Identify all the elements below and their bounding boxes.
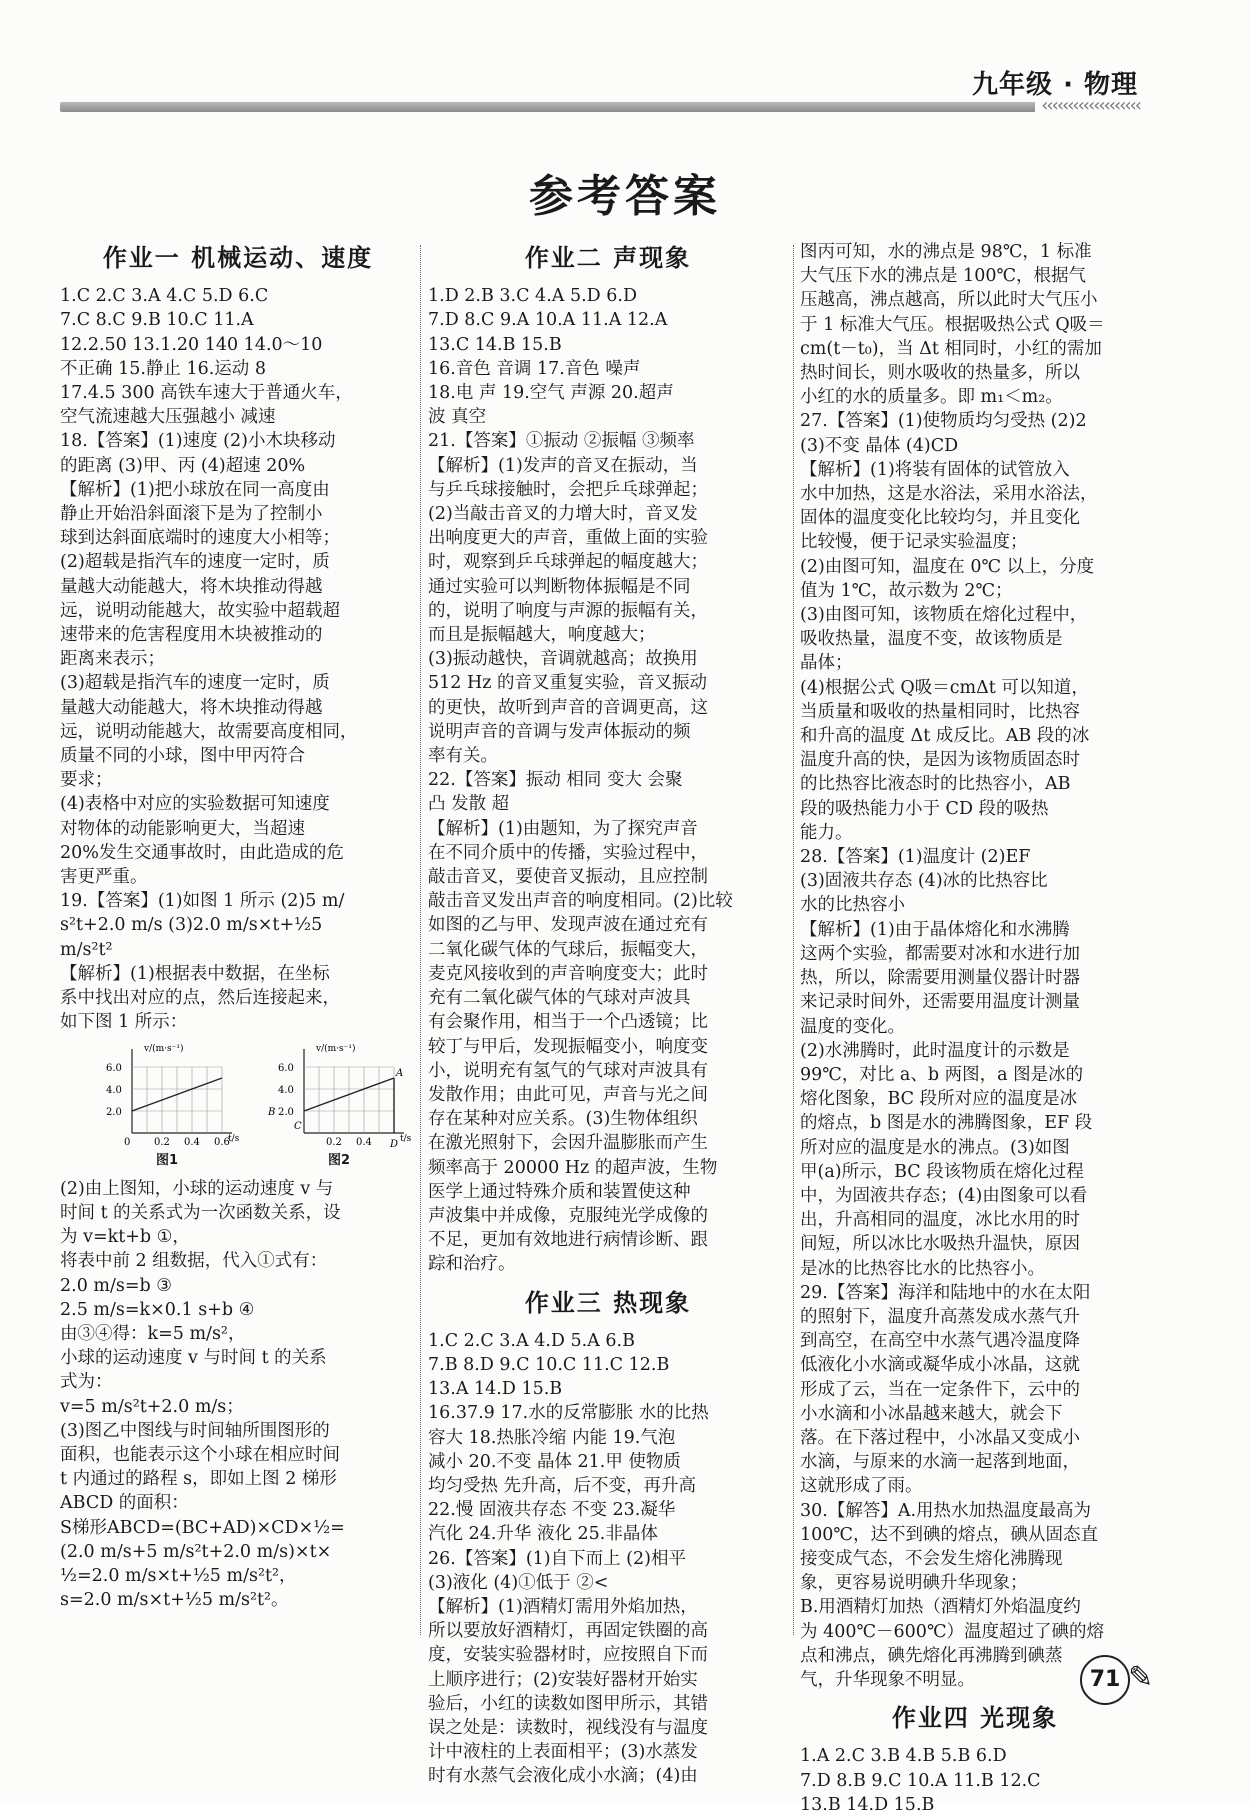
text-line: 远，说明动能越大，故实验中超载超 bbox=[60, 600, 340, 621]
text-line: 波 真空 bbox=[428, 407, 487, 428]
x-tick: 0.2 bbox=[154, 1136, 170, 1148]
text-line: 敲击音叉，要使音叉振动，且应控制 bbox=[428, 867, 708, 888]
text-line: 不足，更加有效地进行病情诊断、跟 bbox=[428, 1230, 708, 1251]
text-line: 热时间长，则水吸收的热量多，所以 bbox=[800, 363, 1080, 384]
text-line: 的照射下，温度升高蒸发成水蒸气升 bbox=[800, 1306, 1080, 1327]
text-line: (3)图乙中图线与时间轴所围图形的 bbox=[60, 1420, 330, 1441]
point-d-label: D bbox=[390, 1138, 399, 1149]
text-line: 充有二氧化碳气体的气球对声波具 bbox=[428, 988, 691, 1009]
text-line: 量越大动能越大，将木块推动得越 bbox=[60, 697, 323, 718]
text-line: 远，说明动能越大，故需要高度相同， bbox=[60, 721, 358, 742]
text-line: 熔化图象，BC 段所对应的温度是冰 bbox=[800, 1089, 1078, 1110]
text-line: 【解析】(1)发声的音叉在振动，当 bbox=[428, 455, 698, 476]
answer-block bbox=[60, 284, 416, 1034]
text-line: 速带来的危害程度用木块被推动的 bbox=[60, 625, 323, 646]
text-line: ABCD 的面积： bbox=[60, 1493, 189, 1514]
text-line: 能力。 bbox=[800, 822, 853, 843]
text-line: 水的比热容小 bbox=[800, 895, 905, 916]
text-line: 17.4.5 300 高铁车速大于普通火车， bbox=[60, 383, 353, 404]
text-line: 落。在下落过程中，小冰晶又变成小 bbox=[800, 1427, 1080, 1448]
text-line: ½=2.0 m/s×t+½5 m/s²t²， bbox=[60, 1565, 297, 1586]
text-line: (2)当敲击音叉的力增大时，音叉发 bbox=[428, 504, 698, 525]
text-line: 接变成气态，不会发生熔化沸腾现 bbox=[800, 1548, 1063, 1569]
text-line: 7.B 8.D 9.C 10.C 11.C 12.B bbox=[428, 1354, 670, 1375]
text-line: 99℃，对比 a、b 两图，a 图是冰的 bbox=[800, 1064, 1084, 1085]
text-line: 出响度更大的声音，重做上面的实验 bbox=[428, 528, 708, 549]
text-line: 均匀受热 先升高，后不变，再升高 bbox=[428, 1475, 697, 1496]
text-line: 的，说明了响度与声源的振幅有关， bbox=[428, 600, 708, 621]
text-line: (3)不变 晶体 (4)CD bbox=[800, 435, 959, 456]
y-tick: 4.0 bbox=[278, 1084, 294, 1096]
y-axis-label: v/(m·s⁻¹) bbox=[316, 1043, 356, 1054]
text-line: 间短，所以冰比水吸热升温快，原因 bbox=[800, 1234, 1080, 1255]
figure-caption: 图1 bbox=[155, 1152, 179, 1168]
text-line: 值为 1℃，故示数为 2℃； bbox=[800, 580, 1013, 601]
text-line: 12.2.50 13.1.20 140 14.0～10 bbox=[60, 334, 323, 355]
text-line: 由③④得：k=5 m/s²， bbox=[60, 1323, 246, 1344]
x-tick: 0.2 bbox=[326, 1136, 342, 1148]
text-line: (3)固液共存态 (4)冰的比热容比 bbox=[800, 871, 1048, 892]
text-line: 误之处是：读数时，视线没有与温度 bbox=[428, 1717, 708, 1738]
text-line: s=2.0 m/s×t+½5 m/s²t²。 bbox=[60, 1590, 289, 1611]
column-divider bbox=[420, 245, 421, 1635]
text-line: 1.D 2.B 3.C 4.A 5.D 6.D bbox=[428, 286, 637, 307]
text-line: 面积，也能表示这个小球在相应时间 bbox=[60, 1444, 340, 1465]
text-line: 在不同介质中的传播，实验过程中， bbox=[428, 842, 708, 863]
text-line: (2.0 m/s+5 m/s²t+2.0 m/s)×t× bbox=[60, 1541, 332, 1562]
text-line: 这两个实验，都需要对冰和水进行加 bbox=[800, 943, 1080, 964]
text-line: (3)液化 (4)①低于 ②< bbox=[428, 1572, 609, 1593]
text-line: (4)表格中对应的实验数据可知速度 bbox=[60, 794, 330, 815]
text-line: t 内通过的路程 s，即如上图 2 梯形 bbox=[60, 1469, 337, 1490]
text-line: 比较慢，便于记录实验温度； bbox=[800, 532, 1028, 553]
text-line: 声波集中并成像，克服纯光学成像的 bbox=[428, 1205, 708, 1226]
text-line: 象，更容易说明碘升华现象； bbox=[800, 1573, 1028, 1594]
text-line: 16.音色 音调 17.音色 噪声 bbox=[428, 358, 641, 379]
text-line: 时间 t 的关系式为一次函数关系，设 bbox=[60, 1202, 341, 1223]
header-rule bbox=[60, 102, 1140, 112]
text-line: (2)超载是指汽车的速度一定时，质 bbox=[60, 552, 330, 573]
answer-block bbox=[800, 1744, 1150, 1817]
text-line: 7.D 8.B 9.C 10.A 11.B 12.C bbox=[800, 1770, 1041, 1791]
text-line: 29.【答案】海洋和陆地中的水在太阳 bbox=[800, 1282, 1091, 1303]
text-line: 距离来表示； bbox=[60, 649, 165, 670]
text-line: B.用酒精灯加热（酒精灯外焰温度约 bbox=[800, 1597, 1081, 1618]
text-line: 小球的运动速度 v 与时间 t 的关系 bbox=[60, 1348, 327, 1369]
text-line: 将表中前 2 组数据，代入①式有： bbox=[60, 1251, 328, 1272]
text-line: 量越大动能越大，将木块推动得越 bbox=[60, 576, 323, 597]
text-line: 发散作用；由此可见，声音与光之间 bbox=[428, 1084, 708, 1105]
page-title: 参考答案 bbox=[529, 171, 721, 222]
text-line: 容大 18.热胀冷缩 内能 19.气泡 bbox=[428, 1427, 676, 1448]
text-line: 减小 20.不变 晶体 21.甲 使物质 bbox=[428, 1451, 681, 1472]
text-line: 与乒乓球接触时，会把乒乓球弹起； bbox=[428, 479, 708, 500]
text-line: 时有水蒸气会液化成小水滴；(4)由 bbox=[428, 1766, 698, 1787]
text-line: 当质量和吸收的热量相同时，比热容 bbox=[800, 701, 1080, 722]
text-line: 小红的水的质量多。即 m₁＜m₂。 bbox=[800, 387, 1063, 408]
text-line: 为 v=kt+b ①， bbox=[60, 1227, 190, 1248]
text-line: 二氧化碳气体的气球后，振幅变大， bbox=[428, 939, 708, 960]
text-line: 时，观察到乒乓球弹起的幅度越大； bbox=[428, 552, 708, 573]
text-line: 凸 发散 超 bbox=[428, 794, 510, 815]
text-line: 22.【答案】振动 相同 变大 会聚 bbox=[428, 770, 683, 791]
text-line: 麦克风接收到的声音响度变大；此时 bbox=[428, 963, 708, 984]
figure-1 bbox=[92, 1041, 242, 1173]
origin-label: 0 bbox=[124, 1136, 131, 1148]
text-line: S梯形ABCD=(BC+AD)×CD×½= bbox=[60, 1517, 345, 1538]
text-line: 出，升高相同的温度，冰比水用的时 bbox=[800, 1210, 1080, 1231]
column-1 bbox=[60, 240, 416, 1612]
text-line: 的比热容比液态时的比热容小，AB bbox=[800, 774, 1071, 795]
section-title: 作业四 光现象 bbox=[891, 1704, 1059, 1733]
x-axis-label: t/s bbox=[400, 1133, 412, 1144]
text-line: 在激光照射下，会因升温膨胀而产生 bbox=[428, 1133, 708, 1154]
text-line: 的更快，故听到声音的音调更高，这 bbox=[428, 697, 708, 718]
text-line: 【解析】(1)把小球放在同一高度由 bbox=[60, 479, 330, 500]
text-line: 温度的变化。 bbox=[800, 1016, 905, 1037]
text-line: 图丙可知，水的沸点是 98℃，1 标准 bbox=[800, 242, 1092, 262]
text-line: 点和沸点，碘先熔化再沸腾到碘蒸 bbox=[800, 1645, 1063, 1666]
point-a-label: A bbox=[396, 1067, 404, 1079]
text-line: 系中找出对应的点，然后连接起来， bbox=[60, 988, 340, 1009]
text-line: 静止开始沿斜面滚下是为了控制小 bbox=[60, 504, 323, 525]
text-line: 21.【答案】①振动 ②振幅 ③频率 bbox=[428, 431, 695, 452]
text-line: m/s²t² bbox=[60, 939, 113, 960]
text-line: 上顺序进行；(2)安装好器材开始实 bbox=[428, 1669, 698, 1690]
answer-block bbox=[428, 1329, 788, 1789]
text-line: 晶体； bbox=[800, 653, 853, 674]
text-line: 率有关。 bbox=[428, 746, 498, 767]
text-line: 2.0 m/s=b ③ bbox=[60, 1275, 172, 1296]
x-tick: 0.4 bbox=[184, 1136, 200, 1148]
text-line: 而且是振幅越大，响度越大； bbox=[428, 625, 656, 646]
text-line: 通过实验可以判断物体振幅是不同 bbox=[428, 576, 691, 597]
header-chevron-icon: ‹‹‹‹‹‹‹‹‹‹‹‹‹‹‹‹‹‹‹ bbox=[1035, 95, 1140, 116]
text-line: 20%发生交通事故时，由此造成的危 bbox=[60, 842, 344, 863]
text-line: 100℃，达不到碘的熔点，碘从固态直 bbox=[800, 1524, 1098, 1545]
text-line: 水滴，与原来的水滴一起落到地面， bbox=[800, 1452, 1080, 1473]
answer-block bbox=[60, 1177, 416, 1613]
text-line: 13.B 14.D 15.B bbox=[800, 1794, 935, 1815]
text-line: cm(t－t₀)，当 Δt 相同时，小红的需加 bbox=[800, 338, 1102, 359]
text-line: 的熔点，b 图是水的沸腾图象，EF 段 bbox=[800, 1113, 1093, 1134]
text-line: 7.C 8.C 9.B 10.C 11.A bbox=[60, 310, 254, 331]
answer-block bbox=[428, 284, 788, 1276]
section-title: 作业三 热现象 bbox=[524, 1288, 692, 1317]
text-line: 小水滴和小冰晶越来越大，就会下 bbox=[800, 1403, 1063, 1424]
text-line: 1.A 2.C 3.B 4.B 5.B 6.D bbox=[800, 1746, 1007, 1767]
text-line: 30.【解答】A.用热水加热温度最高为 bbox=[800, 1500, 1092, 1521]
text-line: 较丁与甲后，发现振幅变小，响度变 bbox=[428, 1036, 708, 1057]
section-title: 作业二 声现象 bbox=[524, 244, 692, 272]
grid bbox=[132, 1067, 222, 1133]
text-line: 18.电 声 19.空气 声源 20.超声 bbox=[428, 383, 674, 404]
y-tick: 2.0 bbox=[278, 1106, 294, 1118]
text-line: 低液化小水滴或凝华成小冰晶，这就 bbox=[800, 1355, 1080, 1376]
text-line: 踪和治疗。 bbox=[428, 1254, 516, 1275]
text-line: 固体的温度变化比较均匀，并且变化 bbox=[800, 508, 1080, 529]
text-line: 22.慢 固液共存态 不变 23.凝华 bbox=[428, 1500, 676, 1521]
text-line: 【解析】(1)由题知，为了探究声音 bbox=[428, 818, 698, 839]
text-line: 【解析】(1)由于晶体熔化和水沸腾 bbox=[800, 919, 1070, 940]
text-line: 频率高于 20000 Hz 的超声波，生物 bbox=[428, 1157, 718, 1178]
text-line: 到高空，在高空中水蒸气遇冷温度降 bbox=[800, 1331, 1080, 1352]
text-line: 19.【答案】(1)如图 1 所示 (2)5 m/ bbox=[60, 891, 345, 912]
text-line: 形成了云，当在一定条件下，云中的 bbox=[800, 1379, 1080, 1400]
text-line: 13.C 14.B 15.B bbox=[428, 334, 562, 355]
text-line: 说明声音的音调与发声体振动的频 bbox=[428, 721, 691, 742]
text-line: 计中液柱的上表面相平；(3)水蒸发 bbox=[428, 1742, 698, 1763]
text-line: 所对应的温度是水的沸点。(3)如图 bbox=[800, 1137, 1070, 1158]
x-axis-label: t/s bbox=[228, 1133, 240, 1144]
column-divider bbox=[793, 245, 794, 1635]
text-line: 水中加热，这是水浴法，采用水浴法， bbox=[800, 484, 1098, 505]
text-line: 7.D 8.C 9.A 10.A 11.A 12.A bbox=[428, 310, 668, 331]
text-line: 汽化 24.升华 液化 25.非晶体 bbox=[428, 1524, 658, 1545]
text-line: 18.【答案】(1)速度 (2)小木块移动 bbox=[60, 431, 336, 452]
velocity-time-graph-2 bbox=[264, 1041, 414, 1149]
text-line: 吸收热量，温度不变，故该物质是 bbox=[800, 629, 1063, 650]
text-line: (3)振动越快，音调就越高；故换用 bbox=[428, 649, 698, 670]
text-line: 来记录时间外，还需要用温度计测量 bbox=[800, 992, 1080, 1013]
text-line: 【解析】(1)将装有固体的试管放入 bbox=[800, 459, 1070, 480]
text-line: 空气流速越大压强越小 减速 bbox=[60, 407, 276, 428]
text-line: 要求； bbox=[60, 770, 113, 791]
x-tick: 0.6 bbox=[214, 1136, 230, 1148]
text-line: 度，安装实验器材时，应按照自下而 bbox=[428, 1645, 708, 1666]
answer-block bbox=[800, 240, 1150, 1692]
text-line: 为 400℃－600℃）温度超过了碘的熔 bbox=[800, 1621, 1105, 1642]
text-line: 对物体的动能影响更大，当超速 bbox=[60, 818, 305, 839]
text-line: 式为： bbox=[60, 1372, 113, 1393]
text-line: 是冰的比热容比水的比热容小。 bbox=[800, 1258, 1045, 1279]
text-line: 13.A 14.D 15.B bbox=[428, 1379, 563, 1400]
text-line: 所以要放好酒精灯，再固定铁圈的高 bbox=[428, 1621, 708, 1642]
text-line: 16.37.9 17.水的反常膨胀 水的比热 bbox=[428, 1403, 709, 1424]
text-line: s²t+2.0 m/s (3)2.0 m/s×t+½5 bbox=[60, 915, 323, 936]
text-line: 害更严重。 bbox=[60, 867, 148, 888]
point-c-label: C bbox=[294, 1120, 302, 1132]
text-line: 的距离 (3)甲、丙 (4)超速 20% bbox=[60, 455, 306, 476]
text-line: (2)由图可知，温度在 0℃ 以上，分度 bbox=[800, 556, 1095, 577]
text-line: 质量不同的小球，图中甲丙符合 bbox=[60, 746, 305, 767]
text-line: 医学上通过特殊介质和装置使这种 bbox=[428, 1181, 691, 1202]
figure-caption: 图2 bbox=[327, 1152, 351, 1168]
text-line: 26.【答案】(1)自下而上 (2)相平 bbox=[428, 1548, 686, 1569]
text-line: 27.【答案】(1)使物质均匀受热 (2)2 bbox=[800, 411, 1087, 432]
section-title: 作业一 机械运动、速度 bbox=[102, 244, 374, 272]
y-tick: 6.0 bbox=[106, 1062, 122, 1074]
text-line: 【解析】(1)根据表中数据，在坐标 bbox=[60, 963, 330, 984]
y-tick: 6.0 bbox=[278, 1062, 294, 1074]
text-line: 如下图 1 所示： bbox=[60, 1012, 188, 1033]
y-axis-label: v/(m·s⁻¹) bbox=[144, 1043, 184, 1054]
text-line: 球到达斜面底端时的速度大小相等； bbox=[60, 528, 340, 549]
y-tick: 2.0 bbox=[106, 1106, 122, 1118]
figure-2 bbox=[264, 1041, 414, 1173]
text-line: 存在某种对应关系。(3)生物体组织 bbox=[428, 1109, 698, 1130]
text-line: (2)由上图知，小球的运动速度 v 与 bbox=[60, 1178, 334, 1199]
text-line: 气，升华现象不明显。 bbox=[800, 1669, 975, 1690]
grid bbox=[304, 1067, 394, 1133]
text-line: 1.C 2.C 3.A 4.C 5.D 6.C bbox=[60, 286, 269, 307]
text-line: 大气压下水的沸点是 100℃，根据气 bbox=[800, 266, 1087, 287]
page-number: 71 bbox=[1080, 1655, 1130, 1705]
text-line: 中，为固液共存态；(4)由图象可以看 bbox=[800, 1185, 1088, 1206]
text-line: 1.C 2.C 3.A 4.D 5.A 6.B bbox=[428, 1330, 635, 1351]
text-line: 这就形成了雨。 bbox=[800, 1476, 923, 1497]
velocity-time-graph-1 bbox=[92, 1041, 242, 1149]
text-line: 段的吸热能力小于 CD 段的吸热 bbox=[800, 798, 1049, 819]
figure-row bbox=[92, 1041, 416, 1173]
text-line: (3)由图可知，该物质在熔化过程中， bbox=[800, 605, 1088, 626]
y-tick: 4.0 bbox=[106, 1084, 122, 1096]
reading-figure-icon: ✎ bbox=[1128, 1660, 1154, 1695]
text-line: 压越高，沸点越高，所以此时大气压小 bbox=[800, 290, 1098, 311]
text-line: 【解析】(1)酒精灯需用外焰加热， bbox=[428, 1596, 698, 1617]
text-line: 有会聚作用，相当于一个凸透镜；比 bbox=[428, 1012, 708, 1033]
text-line: 512 Hz 的音叉重复实验，音叉振动 bbox=[428, 673, 708, 694]
text-line: 28.【答案】(1)温度计 (2)EF bbox=[800, 847, 1031, 868]
point-b-label: B bbox=[268, 1106, 276, 1118]
text-line: 2.5 m/s=k×0.1 s+b ④ bbox=[60, 1299, 255, 1320]
column-2 bbox=[428, 240, 788, 1789]
header-title: 九年级 · 物理 bbox=[972, 70, 1138, 100]
column-3 bbox=[800, 240, 1150, 1817]
text-line: 验后，小红的读数如图甲所示，其错 bbox=[428, 1693, 708, 1714]
text-line: 敲击音叉发出声音的响度相同。(2)比较 bbox=[428, 891, 733, 912]
text-line: 如图的乙与甲、发现声波在通过充有 bbox=[428, 915, 708, 936]
text-line: 小，说明充有氢气的气球对声波具有 bbox=[428, 1060, 708, 1081]
text-line: (4)根据公式 Q吸＝cmΔt 可以知道， bbox=[800, 677, 1089, 698]
text-line: 不正确 15.静止 16.运动 8 bbox=[60, 358, 266, 379]
text-line: v=5 m/s²t+2.0 m/s； bbox=[60, 1396, 244, 1417]
text-line: (2)水沸腾时，此时温度计的示数是 bbox=[800, 1040, 1070, 1061]
text-line: 和升高的温度 Δt 成反比。AB 段的冰 bbox=[800, 726, 1090, 747]
text-line: 热，所以，除需要用测量仪器计时器 bbox=[800, 968, 1080, 989]
x-tick: 0.4 bbox=[356, 1136, 372, 1148]
text-line: 甲(a)所示，BC 段该物质在熔化过程 bbox=[800, 1161, 1084, 1182]
text-line: 温度升高的快，是因为该物质固态时 bbox=[800, 750, 1080, 771]
text-line: (3)超载是指汽车的速度一定时，质 bbox=[60, 673, 330, 694]
text-line: 于 1 标准大气压。根据吸热公式 Q吸＝ bbox=[800, 314, 1105, 335]
